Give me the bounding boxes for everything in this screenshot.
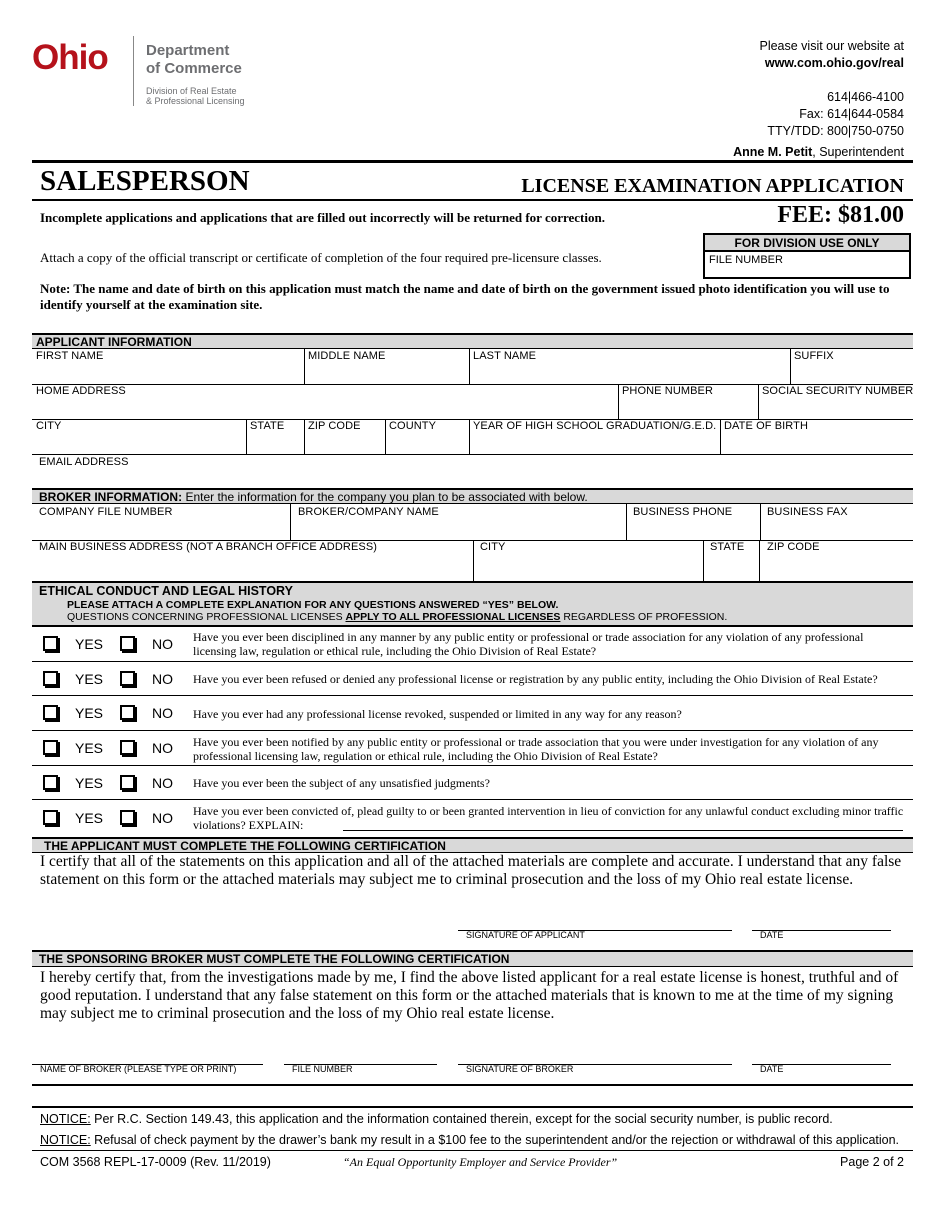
q2-text: Have you ever been refused or denied any professional license or registration by any public entity, including the Ohio Division of Real Estate? [193, 672, 878, 686]
q5-yes-checkbox[interactable] [43, 775, 58, 790]
business-fax-field[interactable] [762, 520, 910, 540]
q4-yes-checkbox[interactable] [43, 740, 58, 755]
applicant-date-label: DATE [760, 930, 784, 940]
attach-instruction: Attach a copy of the official transcript or certificate of completion of the four required pre-licensure classes. [40, 250, 602, 265]
broker-date-label: DATE [760, 1064, 784, 1074]
broker-company-name-label: BROKER/COMPANY NAME [298, 506, 439, 518]
website-link[interactable]: www.com.ohio.gov/real [764, 56, 904, 70]
incomplete-warning: Incomplete applications and applications that are filled out incorrectly will be returned for correction. [40, 210, 605, 225]
q5-no-label: NO [152, 775, 173, 791]
row-rule [32, 765, 913, 766]
suffix-field[interactable] [792, 364, 910, 384]
tty-number: TTY/TDD: 800|750-0750 [767, 124, 904, 138]
website-prompt: Please visit our website at [759, 39, 904, 53]
phone-number-field[interactable] [620, 399, 756, 419]
row-rule [32, 661, 913, 662]
logo-division-line2: & Professional Licensing [146, 96, 245, 106]
state-label: STATE [250, 420, 285, 432]
superintendent-title: , Superintendent [812, 145, 904, 159]
q2-yes-checkbox[interactable] [43, 671, 58, 686]
county-field[interactable] [387, 434, 467, 454]
broker-info-header [32, 488, 913, 504]
broker-cert-bottom-rule [32, 1084, 913, 1086]
applicant-cert-header [32, 837, 913, 853]
graduation-year-field[interactable] [471, 434, 717, 454]
suffix-label: SUFFIX [794, 350, 834, 362]
business-fax-label: BUSINESS FAX [767, 506, 848, 518]
logo-dept-line2: of Commerce [146, 60, 242, 77]
logo-ohio-wordmark: Ohio [32, 38, 108, 77]
q3-yes-checkbox[interactable] [43, 705, 58, 720]
last-name-label: LAST NAME [473, 350, 537, 362]
q3-text: Have you ever had any professional license revoked, suspended or limited in any way for any reason? [193, 707, 682, 721]
row-rule [32, 730, 913, 731]
applicant-info-header [32, 333, 913, 349]
divider [758, 384, 759, 419]
home-address-field[interactable] [34, 399, 614, 419]
state-field[interactable] [248, 434, 302, 454]
phone-number-label: PHONE NUMBER [622, 385, 714, 397]
divider [385, 419, 386, 454]
q6-no-label: NO [152, 810, 173, 826]
date-of-birth-field[interactable] [722, 434, 910, 454]
q2-no-checkbox[interactable] [120, 671, 135, 686]
logo-division-line1: Division of Real Estate [146, 86, 237, 96]
email-label: EMAIL ADDRESS [39, 456, 129, 468]
broker-company-name-field[interactable] [292, 520, 624, 540]
q3-yes-label: YES [75, 705, 104, 721]
applicant-signature-label: SIGNATURE OF APPLICANT [466, 930, 585, 940]
home-address-label: HOME ADDRESS [36, 385, 126, 397]
divider [759, 540, 760, 581]
row-rule [32, 799, 913, 800]
equal-opportunity-motto: “An Equal Opportunity Employer and Service Provider” [343, 1155, 618, 1169]
broker-file-number-label: FILE NUMBER [292, 1064, 353, 1074]
q1-text: Have you ever been disciplined in any manner by any public entity or professional or trade association for any violation of any professional licensing law, regulation or ethical rule, including the Ohio Division of Real Estate? [193, 630, 864, 658]
footer-rule [32, 1150, 913, 1151]
broker-state-field[interactable] [705, 556, 757, 580]
ssn-label: SOCIAL SECURITY NUMBER [762, 385, 914, 397]
form-title: SALESPERSON [40, 165, 250, 197]
q1-no-label: NO [152, 636, 173, 652]
q6-explain-field[interactable] [343, 817, 903, 831]
city-label: CITY [36, 420, 62, 432]
broker-cert-title: THE SPONSORING BROKER MUST COMPLETE THE FOLLOWING CERTIFICATION [39, 952, 510, 966]
broker-zip-label: ZIP CODE [767, 541, 820, 553]
divider [760, 504, 761, 540]
ethics-attach-instruction: PLEASE ATTACH A COMPLETE EXPLANATION FOR ANY QUESTIONS ANSWERED “YES” BELOW. [67, 599, 559, 611]
divider [473, 540, 474, 581]
ethics-scope-note [67, 611, 727, 623]
divider [626, 504, 627, 540]
phone-number: 614|466-4100 [827, 90, 904, 104]
ethics-title: ETHICAL CONDUCT AND LEGAL HISTORY [39, 584, 293, 598]
contact-block [733, 38, 904, 161]
divider [703, 540, 704, 581]
superintendent [733, 144, 904, 161]
broker-signature-label: SIGNATURE OF BROKER [466, 1064, 574, 1074]
division-file-number-label: FILE NUMBER [709, 254, 783, 266]
divider [304, 349, 305, 384]
fax-number: Fax: 614|644-0584 [799, 107, 904, 121]
applicant-cert-text: I certify that all of the statements on this application and all of the attached materials are complete and accurate. I understand that any false statement on this form or the attached materials may subject me to criminal prosecution and the loss of my Ohio real estate license. [40, 853, 902, 888]
county-label: COUNTY [389, 420, 437, 432]
q4-text: Have you ever been notified by any public entity or professional or trade association that you were under investigation for any violation of any professional licensing law, regulation or ethical rule, including the Ohio Division of Real Estate? [193, 735, 879, 763]
row-rule [32, 454, 913, 455]
first-name-field[interactable] [34, 364, 300, 384]
q5-yes-label: YES [75, 775, 104, 791]
broker-info-title-bold: BROKER INFORMATION: [39, 490, 183, 504]
business-phone-label: BUSINESS PHONE [633, 506, 733, 518]
notice-public-record [40, 1112, 833, 1126]
city-field[interactable] [34, 434, 242, 454]
main-business-address-label: MAIN BUSINESS ADDRESS (NOT A BRANCH OFFICE ADDRESS) [39, 541, 378, 553]
q6-yes-label: YES [75, 810, 104, 826]
divider [304, 419, 305, 454]
q2-no-label: NO [152, 671, 173, 687]
name-dob-note: Note: The name and date of birth on this application must match the name and date of birth on the government issued photo identification you will use to identify yourself at the examination site. [40, 281, 890, 312]
main-business-address-field[interactable] [34, 556, 470, 580]
notice-check-fee [40, 1133, 899, 1147]
first-name-label: FIRST NAME [36, 350, 104, 362]
q6-text: Have you ever been convicted of, plead guilty to or been granted intervention in lieu of conviction for any unlawful conduct excluding minor traffic violations? EXPLAIN: [193, 804, 904, 832]
broker-info-title [39, 490, 588, 504]
middle-name-label: MIDDLE NAME [308, 350, 386, 362]
q1-yes-checkbox[interactable] [43, 636, 58, 651]
q4-no-checkbox[interactable] [120, 740, 135, 755]
form-id: COM 3568 REPL-17-0009 (Rev. 11/2019) [40, 1155, 271, 1169]
broker-cert-text: I hereby certify that, from the investigations made by me, I find the above listed applicant for a real estate license is honest, truthful and of good reputation. I understand that any false statement on this form or the attached materials that is known to me at the time of my signing may subject me to criminal prosecution and the loss of my Ohio real estate license. [40, 969, 899, 1022]
ethics-scope-b: APPLY TO ALL PROFESSIONAL LICENSES [345, 611, 561, 623]
q3-no-checkbox[interactable] [120, 705, 135, 720]
divider [618, 384, 619, 419]
ethics-header [32, 581, 913, 627]
date-of-birth-label: DATE OF BIRTH [724, 420, 809, 432]
broker-city-label: CITY [480, 541, 506, 553]
title-rule [32, 199, 913, 201]
broker-state-label: STATE [710, 541, 745, 553]
divider [790, 349, 791, 384]
broker-zip-field[interactable] [761, 556, 910, 580]
fee-amount: FEE: $81.00 [777, 202, 904, 228]
broker-name-label: NAME OF BROKER (PLEASE TYPE OR PRINT) [40, 1064, 237, 1074]
ssn-field[interactable] [760, 399, 910, 419]
page-number: Page 2 of 2 [840, 1155, 904, 1169]
q5-no-checkbox[interactable] [120, 775, 135, 790]
graduation-year-label: YEAR OF HIGH SCHOOL GRADUATION/G.E.D. [473, 420, 717, 432]
division-use-title: FOR DIVISION USE ONLY [705, 235, 909, 252]
logo-dept-line1: Department [146, 42, 230, 59]
divider [469, 419, 470, 454]
header-rule [32, 160, 913, 163]
middle-name-field[interactable] [306, 364, 466, 384]
applicant-info-title: APPLICANT INFORMATION [36, 335, 192, 349]
q6-no-checkbox[interactable] [120, 810, 135, 825]
email-field[interactable] [34, 470, 910, 487]
ethics-scope-a: QUESTIONS CONCERNING PROFESSIONAL LICENSES [67, 611, 346, 623]
notice-top-rule [32, 1106, 913, 1108]
notice-check-fee-text: Refusal of check payment by the drawer’s bank my result in a $100 fee to the superintendent and/or the rejection or withdrawal of this application. [90, 1133, 900, 1147]
last-name-field[interactable] [471, 364, 786, 384]
q6-yes-checkbox[interactable] [43, 810, 58, 825]
divider [246, 419, 247, 454]
logo-divider [133, 36, 134, 106]
broker-info-instructions: Enter the information for the company you plan to be associated with below. [182, 490, 588, 504]
row-rule [32, 695, 913, 696]
q3-no-label: NO [152, 705, 173, 721]
applicant-cert-title: THE APPLICANT MUST COMPLETE THE FOLLOWING CERTIFICATION [44, 839, 446, 853]
business-phone-field[interactable] [628, 520, 758, 540]
broker-city-field[interactable] [475, 556, 701, 580]
divider [720, 419, 721, 454]
divider [469, 349, 470, 384]
notice-public-record-text: Per R.C. Section 149.43, this application and the information contained therein, except for the social security number, is public record. [90, 1112, 833, 1126]
q4-yes-label: YES [75, 740, 104, 756]
zip-code-label: ZIP CODE [308, 420, 361, 432]
company-file-number-label: COMPANY FILE NUMBER [39, 506, 173, 518]
notice-label: NOTICE: [40, 1133, 91, 1147]
q1-yes-label: YES [75, 636, 104, 652]
division-use-box [703, 233, 911, 279]
q4-no-label: NO [152, 740, 173, 756]
q5-text: Have you ever been the subject of any unsatisfied judgments? [193, 776, 490, 790]
divider [290, 504, 291, 540]
notice-label: NOTICE: [40, 1112, 91, 1126]
ethics-scope-c: REGARDLESS OF PROFESSION. [560, 611, 728, 623]
superintendent-name: Anne M. Petit [733, 145, 813, 159]
broker-cert-header [32, 950, 913, 967]
form-subtitle: LICENSE EXAMINATION APPLICATION [521, 175, 904, 197]
company-file-number-field[interactable] [34, 520, 286, 540]
zip-code-field[interactable] [306, 434, 384, 454]
q2-yes-label: YES [75, 671, 104, 687]
q1-no-checkbox[interactable] [120, 636, 135, 651]
